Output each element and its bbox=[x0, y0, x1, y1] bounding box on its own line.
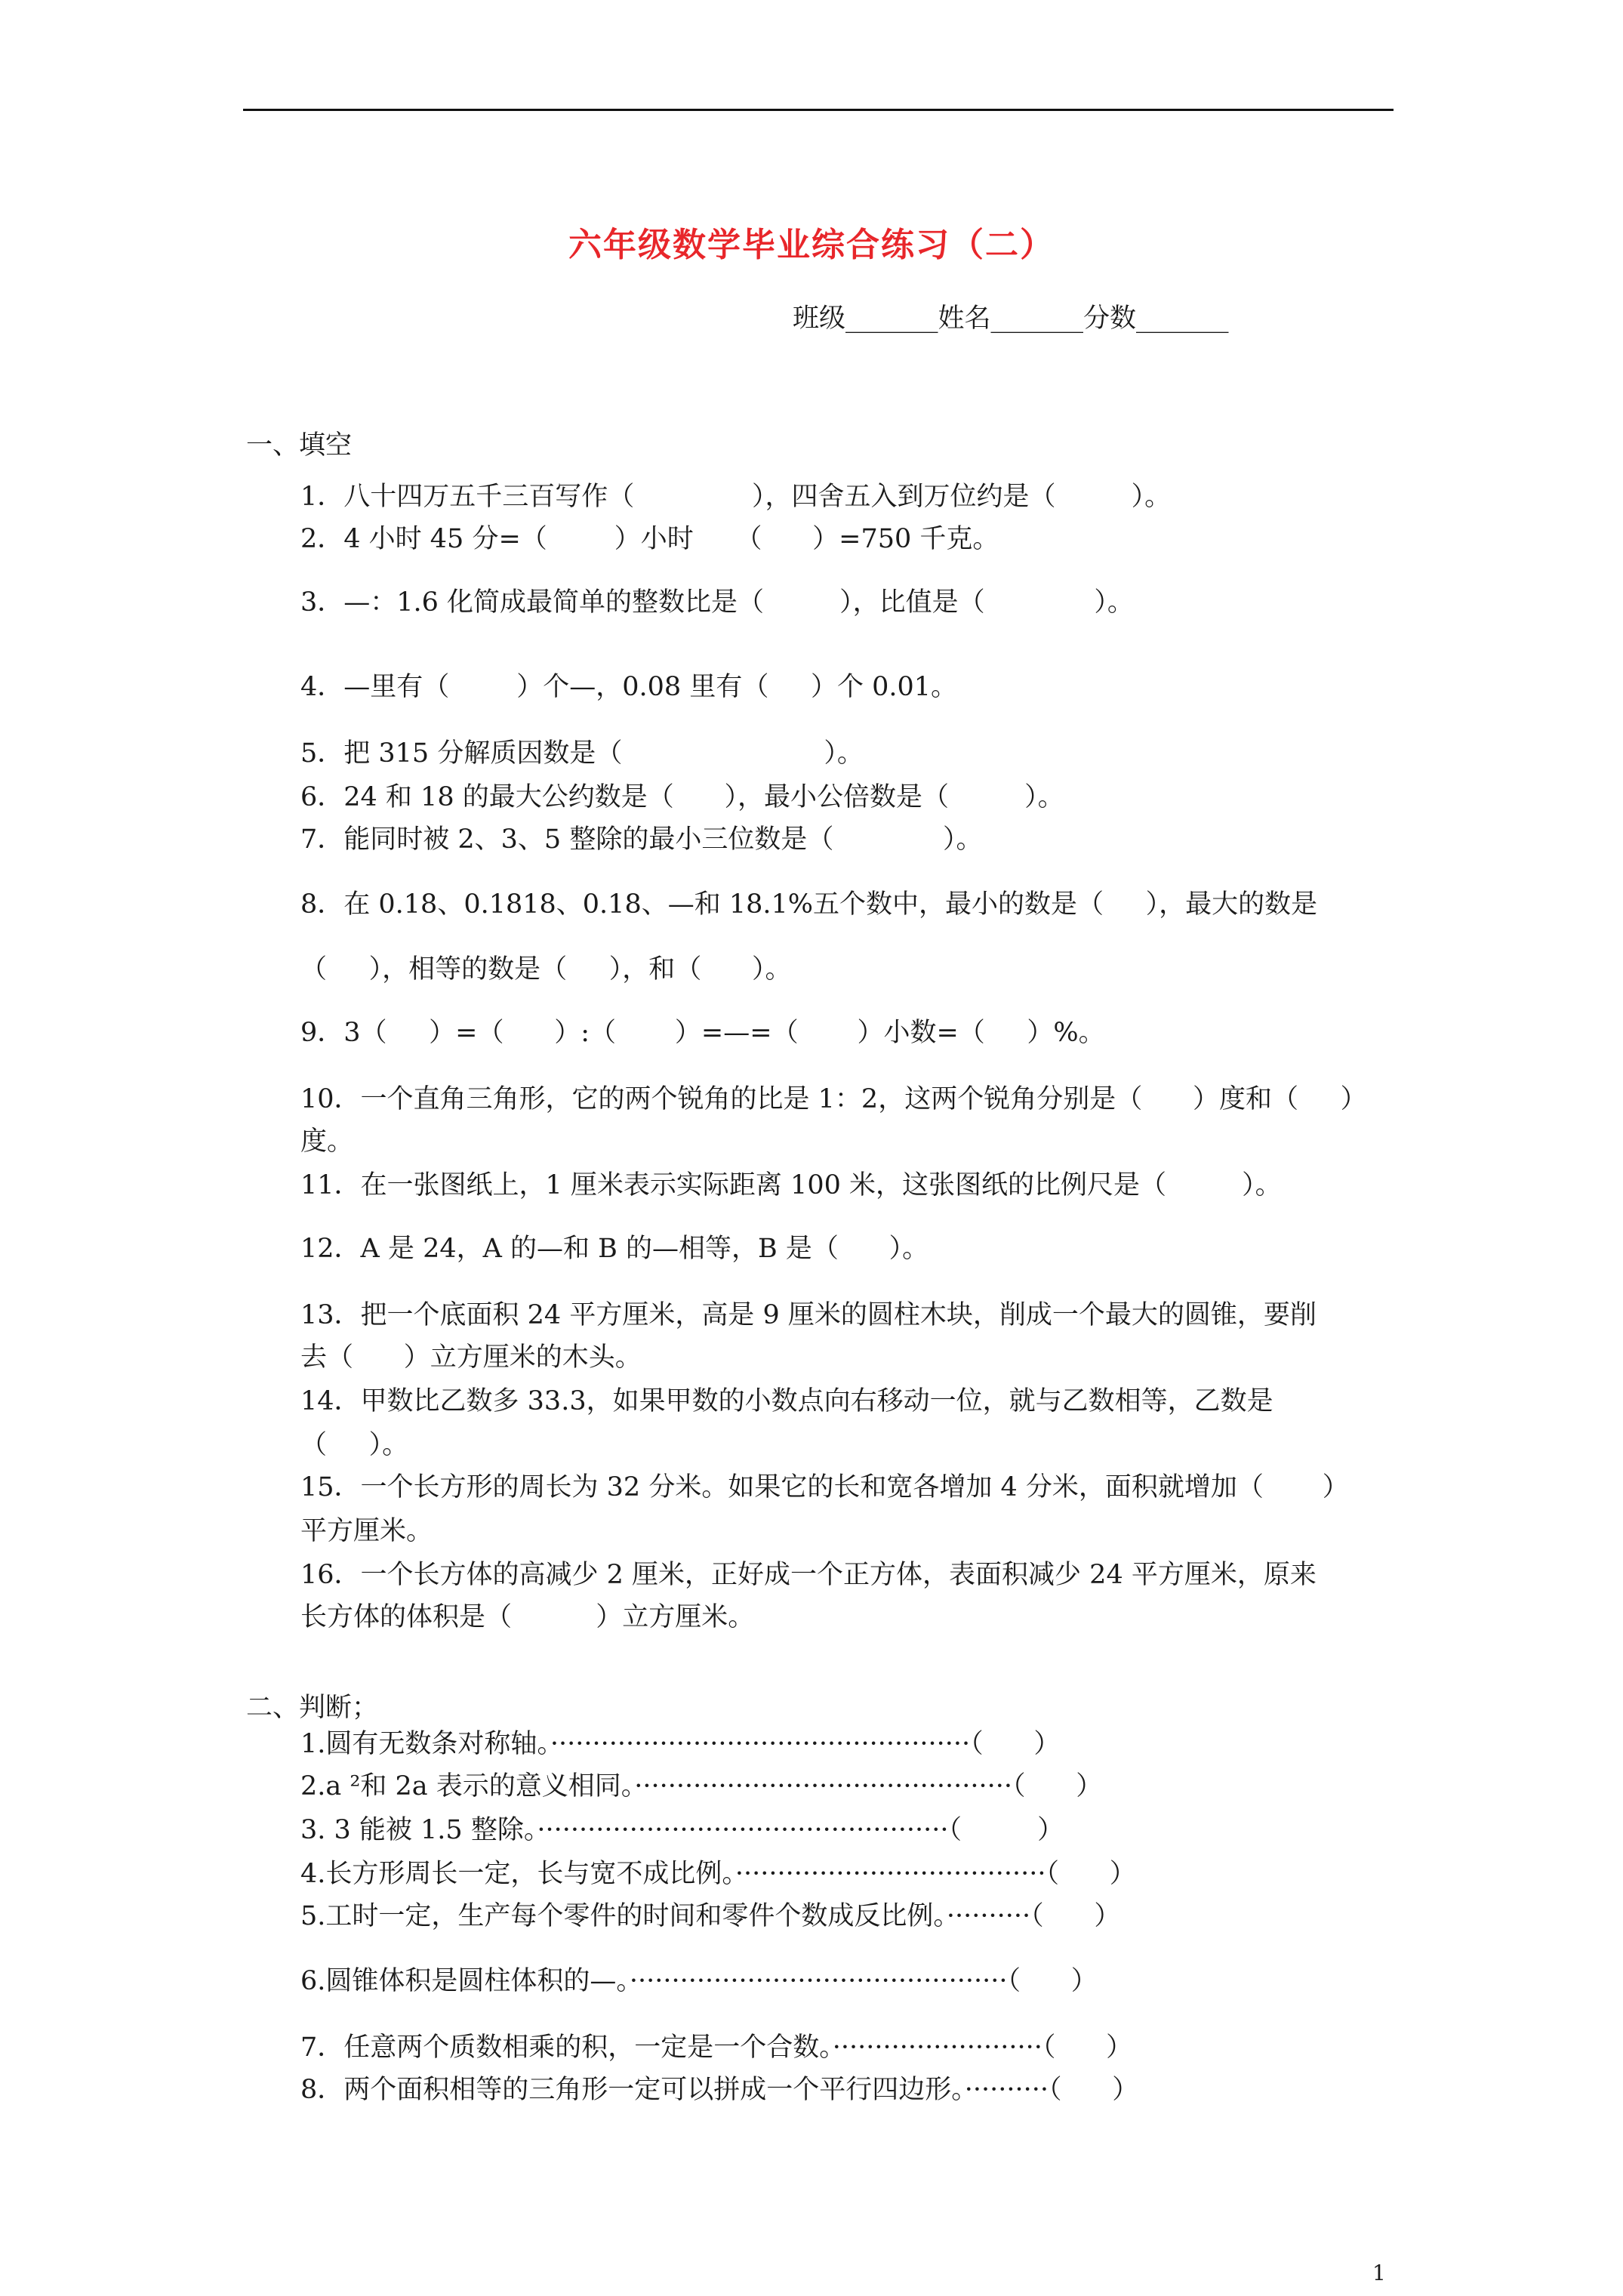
fill-in-item: 10．一个直角三角形，它的两个锐角的比是 1：2，这两个锐角分别是（ ）度和（ ） bbox=[300, 1084, 1367, 1114]
page-title: 六年级数学毕业综合练习（二） bbox=[568, 226, 1055, 264]
judge-item: 4.长方形周长一定，长与宽不成比例。·····································（ ） bbox=[300, 1859, 1136, 1889]
section-heading-judge: 二、判断； bbox=[246, 1693, 379, 1723]
fill-in-item: 13．把一个底面积 24 平方厘米，高是 9 厘米的圆柱木块，削成一个最大的圆锥，要削 bbox=[300, 1300, 1317, 1330]
fill-in-item: 7．能同时被 2、3、5 整除的最小三位数是（ ）。 bbox=[300, 824, 983, 855]
student-info-line: 班级_______姓名_______分数_______ bbox=[793, 304, 1229, 334]
fill-in-item: 8．在 0.18、0.1818、0.18、—和 18.1%五个数中，最小的数是（ ），最大的数是 bbox=[300, 889, 1318, 920]
fill-in-item: 3．—：1.6 化简成最简单的整数比是（ ），比值是（ ）。 bbox=[300, 587, 1134, 618]
judge-item: 1.圆有无数条对称轴。··················································（ ） bbox=[300, 1729, 1061, 1759]
judge-item: 3. 3 能被 1.5 整除。·················································（ ） bbox=[300, 1815, 1064, 1845]
fill-in-item-continued: （ ），相等的数是（ ），和（ ）。 bbox=[300, 954, 792, 985]
fill-in-item-continued: 平方厘米。 bbox=[300, 1516, 433, 1546]
judge-item: 7．任意两个质数相乘的积，一定是一个合数。·························（ ） bbox=[300, 2032, 1133, 2063]
fill-in-item: 6．24 和 18 的最大公约数是（ ），最小公倍数是（ ）。 bbox=[300, 782, 1064, 812]
fill-in-item: 1．八十四万五千三百写作（ ），四舍五入到万位约是（ ）。 bbox=[300, 482, 1172, 512]
fill-in-item: 4．—里有（ ）个—，0.08 里有（ ）个 0.01。 bbox=[300, 672, 958, 702]
fill-in-item: 14．甲数比乙数多 33.3，如果甲数的小数点向右移动一位，就与乙数相等，乙数是 bbox=[300, 1386, 1273, 1416]
fill-in-item: 16．一个长方体的高减少 2 厘米，正好成一个正方体，表面积减少 24 平方厘米，原来 bbox=[300, 1560, 1317, 1590]
judge-item: 2.a ²和 2a 表示的意义相同。·············································（ ） bbox=[300, 1771, 1103, 1801]
header-rule bbox=[243, 109, 1394, 111]
fill-in-item: 2．4 小时 45 分=（ ）小时 （ ）=750 千克。 bbox=[300, 524, 999, 554]
fill-in-item: 11．在一张图纸上，1 厘米表示实际距离 100 米，这张图纸的比例尺是（ ）。 bbox=[300, 1170, 1282, 1200]
judge-item: 6.圆锥体积是圆柱体积的—。·············································（ ） bbox=[300, 1966, 1098, 1996]
page-number: 1 bbox=[1372, 2261, 1386, 2285]
judge-item: 8．两个面积相等的三角形一定可以拼成一个平行四边形。··········（ ） bbox=[300, 2075, 1139, 2105]
judge-item: 5.工时一定，生产每个零件的时间和零件个数成反比例。··········（ ） bbox=[300, 1901, 1121, 1931]
fill-in-item-continued: 度。 bbox=[300, 1126, 354, 1157]
fill-in-item: 12．A 是 24，A 的—和 B 的—相等，B 是（ ）。 bbox=[300, 1234, 929, 1264]
fill-in-item: 5．把 315 分解质因数是（ ）。 bbox=[300, 738, 864, 769]
fill-in-item: 15．一个长方形的周长为 32 分米。如果它的长和宽各增加 4 分米，面积就增加（ ） bbox=[300, 1472, 1349, 1502]
fill-in-item-continued: 去（ ）立方厘米的木头。 bbox=[300, 1342, 642, 1373]
fill-in-item-continued: （ ）。 bbox=[300, 1430, 409, 1460]
section-heading-fill-in: 一、填空 bbox=[246, 430, 353, 461]
fill-in-item-continued: 长方体的体积是（ ）立方厘米。 bbox=[300, 1602, 755, 1632]
fill-in-item: 9．3（ ）=（ ）:（ ）=—=（ ）小数=（ ）%。 bbox=[300, 1018, 1105, 1048]
